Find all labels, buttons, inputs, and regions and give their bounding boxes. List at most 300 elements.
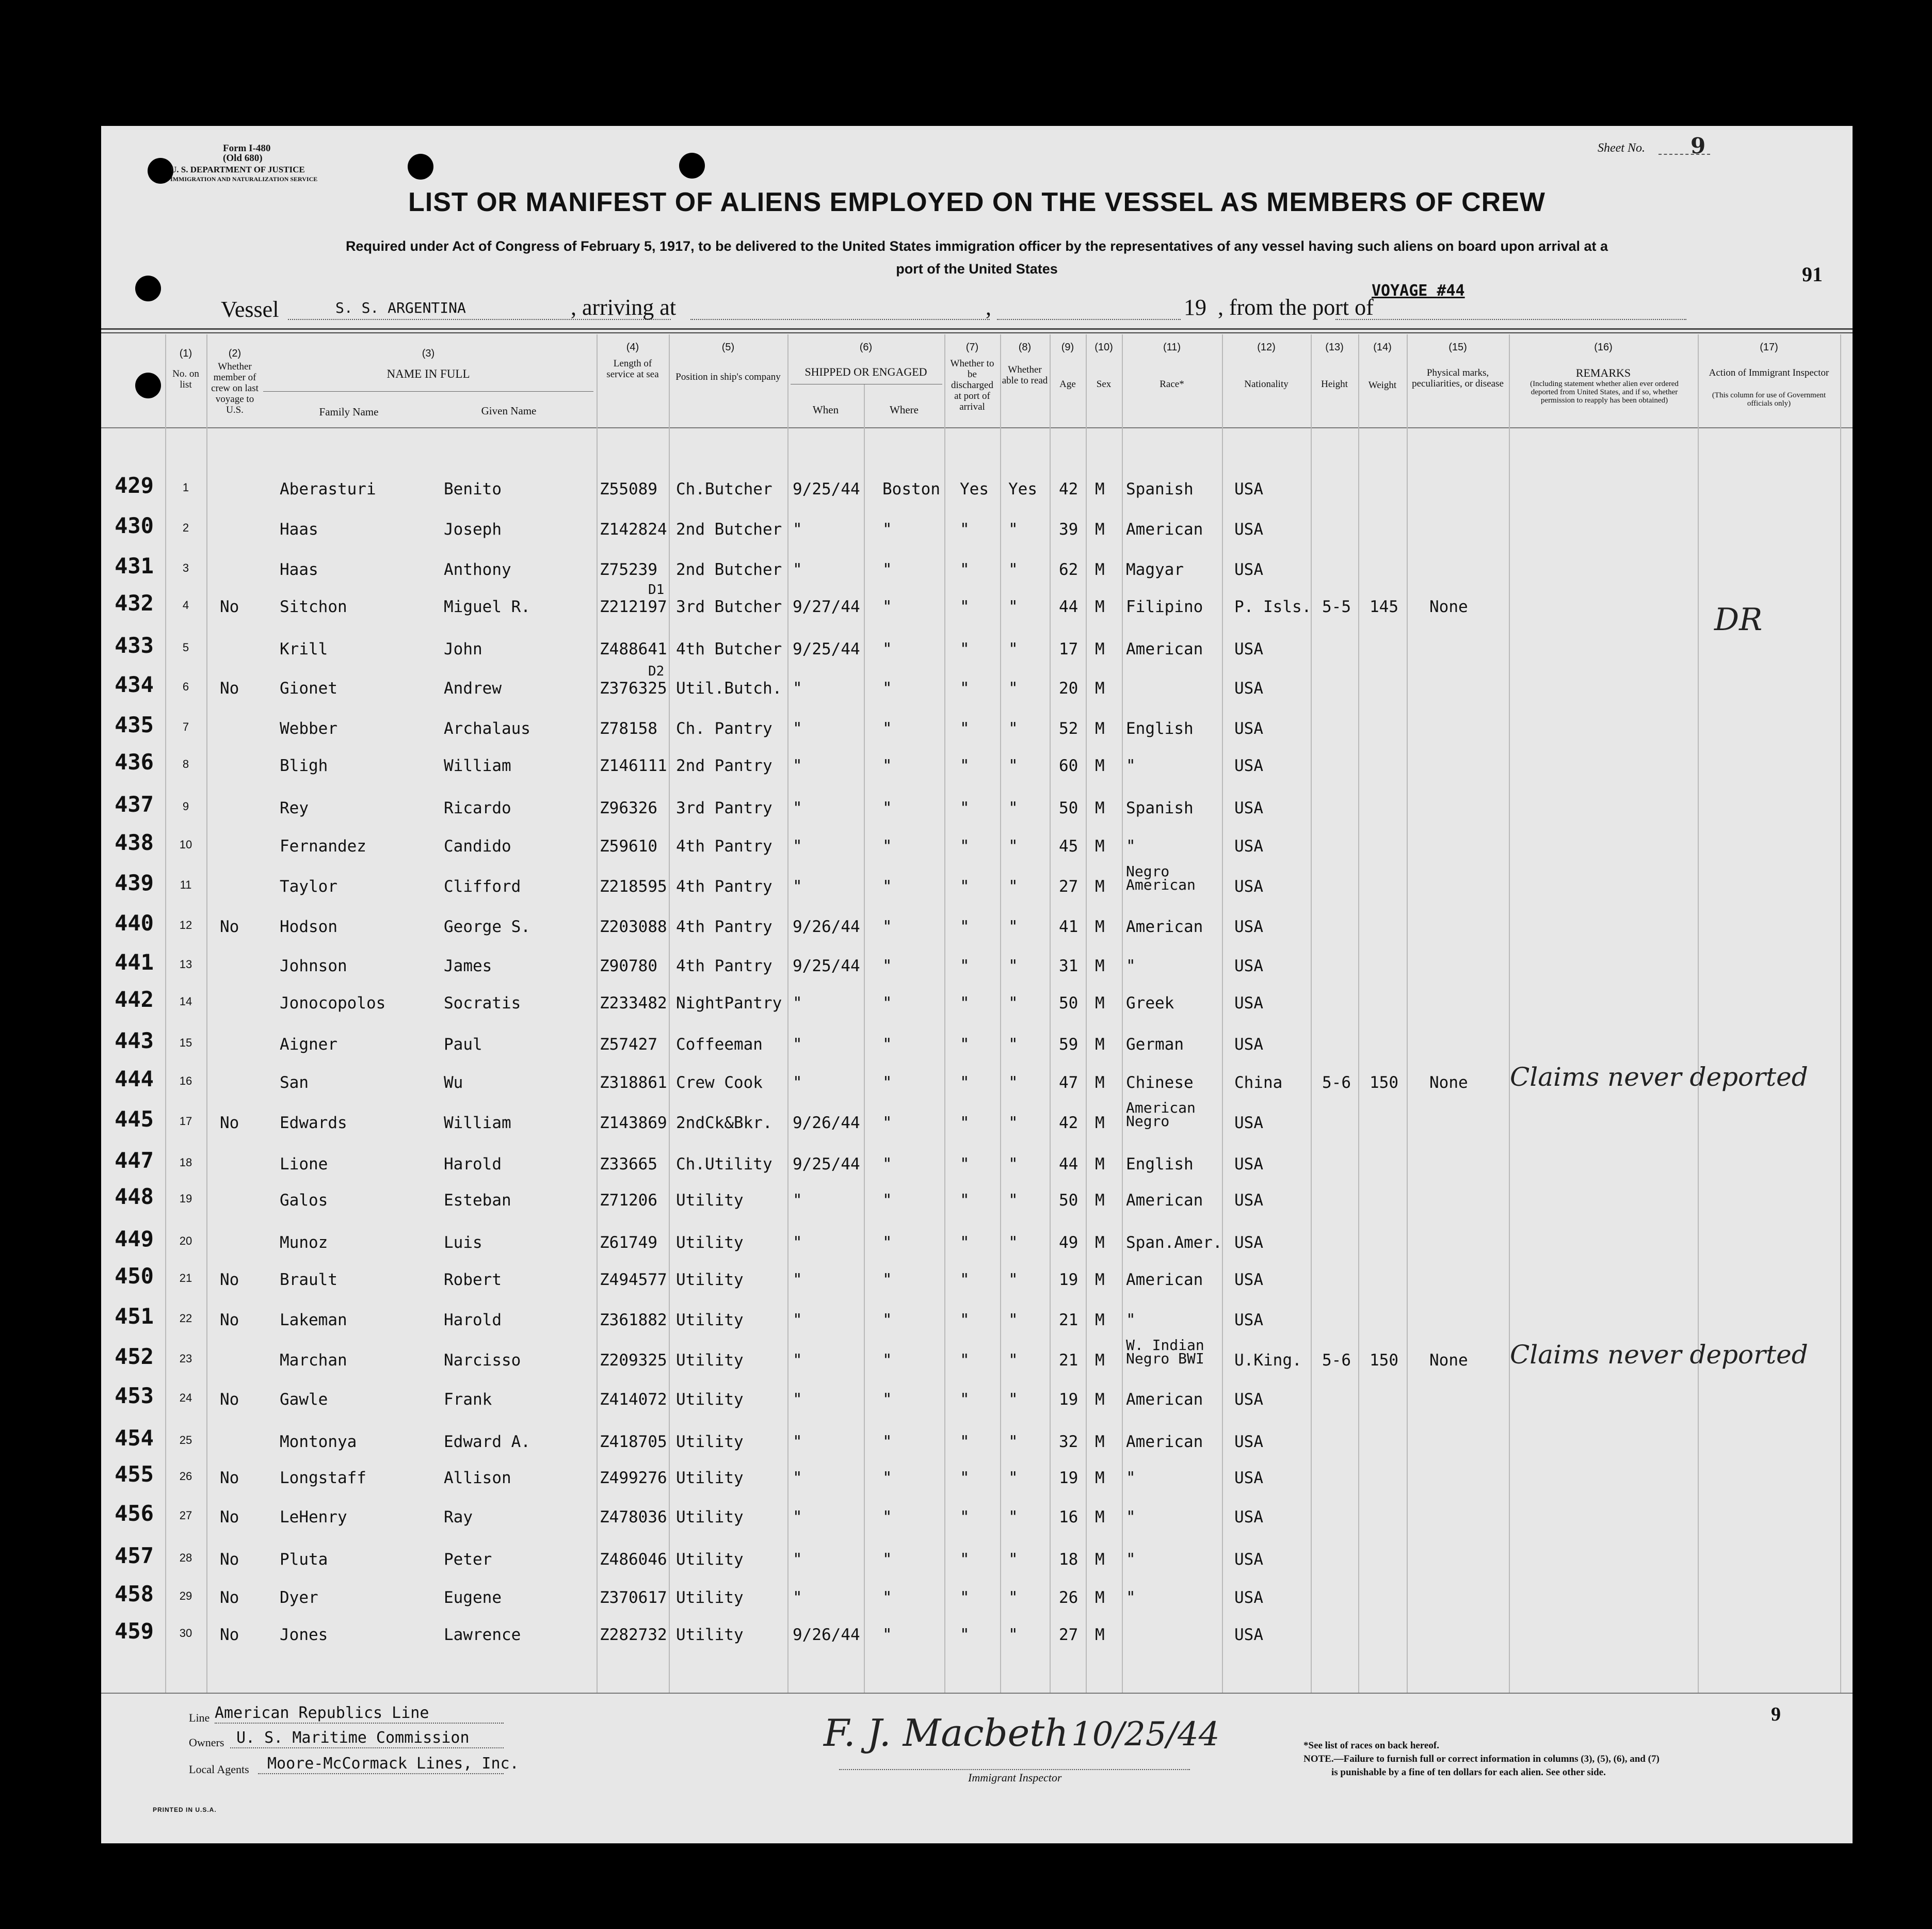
discharged: " bbox=[960, 1073, 970, 1092]
able-to-read: Yes bbox=[1008, 480, 1037, 499]
service-length: Z33665 bbox=[600, 1155, 657, 1174]
given-name: Archalaus bbox=[444, 719, 530, 738]
shipped-where: " bbox=[882, 799, 892, 817]
sex: M bbox=[1095, 679, 1105, 698]
shipped-when: " bbox=[793, 520, 802, 539]
able-to-read: " bbox=[1008, 1351, 1018, 1370]
race: " bbox=[1126, 1508, 1136, 1526]
nationality: USA bbox=[1234, 1469, 1263, 1487]
discharged: " bbox=[960, 1508, 970, 1526]
col-number: (16) bbox=[1594, 342, 1613, 353]
comma: , bbox=[986, 295, 991, 320]
family-name: Aigner bbox=[280, 1035, 337, 1054]
crew-last-voyage: No bbox=[220, 598, 239, 616]
able-to-read: " bbox=[1008, 1114, 1018, 1132]
col-number: (12) bbox=[1257, 342, 1276, 353]
family-name: Hodson bbox=[280, 918, 337, 936]
given-name: Miguel R. bbox=[444, 598, 530, 616]
family-name: Dyer bbox=[280, 1588, 318, 1607]
able-to-read: " bbox=[1008, 719, 1018, 738]
sex: M bbox=[1095, 1588, 1105, 1607]
inspector-signature: F. J. Macbeth bbox=[824, 1711, 1069, 1755]
able-to-read: " bbox=[1008, 957, 1018, 975]
inspector-initials: DR bbox=[1714, 602, 1763, 638]
line-value: American Republics Line bbox=[215, 1704, 429, 1722]
col-header: Action of Immigrant Inspector bbox=[1709, 367, 1829, 378]
nationality: USA bbox=[1234, 1155, 1263, 1174]
family-name: Rey bbox=[280, 799, 309, 817]
punch-hole bbox=[408, 154, 433, 180]
given-name: Andrew bbox=[444, 679, 502, 698]
service-length: Z71206 bbox=[600, 1191, 657, 1210]
vessel-name: S. S. ARGENTINA bbox=[335, 299, 466, 316]
row-number: 3 bbox=[182, 561, 189, 574]
sex: M bbox=[1095, 1469, 1105, 1487]
sex: M bbox=[1095, 1155, 1105, 1174]
shipped-when: 9/25/44 bbox=[793, 640, 860, 658]
col-header: Sex bbox=[1096, 379, 1112, 390]
age: 47 bbox=[1059, 1073, 1078, 1092]
age: 32 bbox=[1059, 1433, 1078, 1451]
family-name: Galos bbox=[280, 1191, 328, 1210]
row-number: 27 bbox=[179, 1509, 192, 1522]
shipped-where: " bbox=[882, 1390, 892, 1409]
position: NightPantry bbox=[676, 994, 782, 1012]
shipped-when: 9/26/44 bbox=[793, 1626, 860, 1644]
able-to-read: " bbox=[1008, 1390, 1018, 1409]
col-header: Whether member of crew on last voyage to U.S. bbox=[211, 361, 259, 415]
col-number: (8) bbox=[1018, 342, 1032, 353]
col-number: (14) bbox=[1373, 342, 1392, 353]
able-to-read: " bbox=[1008, 1191, 1018, 1210]
discharged: " bbox=[960, 1035, 970, 1054]
service-length: Z203088 bbox=[600, 918, 667, 936]
where-header: Where bbox=[890, 404, 919, 416]
page-number: 9 bbox=[1771, 1703, 1781, 1725]
crew-last-voyage: No bbox=[220, 679, 239, 698]
list-stamp-number: 431 bbox=[115, 553, 154, 578]
race: American bbox=[1126, 640, 1203, 658]
age: 44 bbox=[1059, 598, 1078, 616]
row-number: 16 bbox=[179, 1074, 192, 1087]
family-name: Gawle bbox=[280, 1390, 328, 1409]
nationality: USA bbox=[1234, 957, 1263, 975]
able-to-read: " bbox=[1008, 1433, 1018, 1451]
nationality: USA bbox=[1234, 1233, 1263, 1252]
shipped-where: " bbox=[882, 1469, 892, 1487]
sex: M bbox=[1095, 1191, 1105, 1210]
race: Filipino bbox=[1126, 598, 1203, 616]
row-number: 26 bbox=[179, 1470, 192, 1483]
list-stamp-number: 459 bbox=[115, 1618, 154, 1644]
sex: M bbox=[1095, 799, 1105, 817]
able-to-read: " bbox=[1008, 994, 1018, 1012]
shipped-where: " bbox=[882, 994, 892, 1012]
sex: M bbox=[1095, 560, 1105, 579]
family-name: Haas bbox=[280, 560, 318, 579]
voyage-number: VOYAGE #44 bbox=[1372, 282, 1465, 300]
given-name: Frank bbox=[444, 1390, 492, 1409]
given-name: Anthony bbox=[444, 560, 511, 579]
position: 3rd Butcher bbox=[676, 598, 782, 616]
position: Utility bbox=[676, 1588, 744, 1607]
punch-hole bbox=[679, 153, 705, 179]
sex: M bbox=[1095, 520, 1105, 539]
nationality: USA bbox=[1234, 480, 1263, 499]
nationality: USA bbox=[1234, 679, 1263, 698]
sex: M bbox=[1095, 1271, 1105, 1289]
position: 4th Pantry bbox=[676, 918, 772, 936]
list-stamp-number: 445 bbox=[115, 1106, 154, 1132]
row-number: 2 bbox=[182, 521, 189, 534]
position: 4th Pantry bbox=[676, 837, 772, 856]
table-top-rule-2 bbox=[101, 332, 1853, 333]
sex: M bbox=[1095, 1073, 1105, 1092]
position: Utility bbox=[676, 1626, 744, 1644]
able-to-read: " bbox=[1008, 1311, 1018, 1329]
age: 26 bbox=[1059, 1588, 1078, 1607]
row-number: 29 bbox=[179, 1589, 192, 1602]
sex: M bbox=[1095, 837, 1105, 856]
row-number: 11 bbox=[180, 878, 192, 891]
nationality: USA bbox=[1234, 837, 1263, 856]
crew-last-voyage: No bbox=[220, 1469, 239, 1487]
sex: M bbox=[1095, 1114, 1105, 1132]
old-form-number: (Old 680) bbox=[223, 153, 263, 164]
col-header: No. on list bbox=[172, 368, 199, 390]
given-name: Narcisso bbox=[444, 1351, 521, 1370]
nationality: USA bbox=[1234, 1311, 1263, 1329]
list-stamp-number: 441 bbox=[115, 950, 154, 975]
sex: M bbox=[1095, 1433, 1105, 1451]
nationality: USA bbox=[1234, 1626, 1263, 1644]
race: English bbox=[1126, 1155, 1194, 1174]
owners-label: Owners bbox=[189, 1736, 224, 1749]
service-length: Z75239 bbox=[600, 560, 657, 579]
shipped-when: " bbox=[793, 1311, 802, 1329]
shipped-where: " bbox=[882, 640, 892, 658]
list-stamp-number: 442 bbox=[115, 987, 154, 1012]
discharged: " bbox=[960, 560, 970, 579]
crew-last-voyage: No bbox=[220, 918, 239, 936]
family-name: Lione bbox=[280, 1155, 328, 1174]
shipped-where: " bbox=[882, 1351, 892, 1370]
list-stamp-number: 451 bbox=[115, 1304, 154, 1329]
able-to-read: " bbox=[1008, 679, 1018, 698]
position: Utility bbox=[676, 1390, 744, 1409]
shipped-where: " bbox=[882, 757, 892, 775]
inspector-label: Immigrant Inspector bbox=[968, 1771, 1062, 1784]
list-stamp-number: 454 bbox=[115, 1425, 154, 1451]
arrival-port-underline bbox=[690, 319, 990, 320]
sex: M bbox=[1095, 598, 1105, 616]
shipped-when: " bbox=[793, 837, 802, 856]
age: 42 bbox=[1059, 1114, 1078, 1132]
race: " bbox=[1126, 837, 1136, 856]
crew-last-voyage: No bbox=[220, 1271, 239, 1289]
crew-last-voyage: No bbox=[220, 1508, 239, 1526]
shipped-where: " bbox=[882, 1073, 892, 1092]
race: American Negro bbox=[1126, 1099, 1196, 1130]
header-bottom-rule bbox=[101, 427, 1853, 428]
sex: M bbox=[1095, 1626, 1105, 1644]
position: 2nd Pantry bbox=[676, 757, 772, 775]
given-name: Esteban bbox=[444, 1191, 511, 1210]
list-stamp-number: 452 bbox=[115, 1344, 154, 1369]
service-length: Z478036 bbox=[600, 1508, 667, 1526]
col-divider bbox=[165, 334, 166, 1693]
given-name: Edward A. bbox=[444, 1433, 530, 1451]
given-name: Harold bbox=[444, 1311, 502, 1329]
race: Greek bbox=[1126, 994, 1174, 1012]
owners-value: U. S. Maritime Commission bbox=[236, 1729, 470, 1747]
list-stamp-number: 429 bbox=[115, 473, 154, 498]
given-name: Paul bbox=[444, 1035, 482, 1054]
list-stamp-number: 444 bbox=[115, 1066, 154, 1091]
punch-hole bbox=[148, 158, 173, 184]
shipped-where: " bbox=[882, 598, 892, 616]
race: English bbox=[1126, 719, 1194, 738]
discharged: " bbox=[960, 1233, 970, 1252]
discharged: " bbox=[960, 1271, 970, 1289]
service-length: Z55089 bbox=[600, 480, 657, 499]
service-length: Z96326 bbox=[600, 799, 657, 817]
family-name: LeHenry bbox=[280, 1508, 347, 1526]
family-name: Taylor bbox=[280, 877, 337, 896]
shipped-where: " bbox=[882, 560, 892, 579]
able-to-read: " bbox=[1008, 1073, 1018, 1092]
given-name: William bbox=[444, 757, 511, 775]
row-number: 18 bbox=[179, 1156, 192, 1169]
shipped-when: 9/27/44 bbox=[793, 598, 860, 616]
physical-marks: None bbox=[1429, 1351, 1468, 1370]
corner-number: 91 bbox=[1802, 263, 1823, 286]
shipped-when: " bbox=[793, 1469, 802, 1487]
age: 50 bbox=[1059, 994, 1078, 1012]
col-number: (10) bbox=[1094, 342, 1113, 353]
family-name: Fernandez bbox=[280, 837, 366, 856]
nationality: USA bbox=[1234, 719, 1263, 738]
shipped-when: " bbox=[793, 1433, 802, 1451]
discharged: " bbox=[960, 1469, 970, 1487]
position: Ch.Utility bbox=[676, 1155, 772, 1174]
department-block bbox=[170, 165, 317, 184]
position: 3rd Pantry bbox=[676, 799, 772, 817]
service-length: Z488641 bbox=[600, 640, 667, 658]
col-number: (15) bbox=[1448, 342, 1467, 353]
nationality: USA bbox=[1234, 1508, 1263, 1526]
list-stamp-number: 453 bbox=[115, 1383, 154, 1408]
able-to-read: " bbox=[1008, 560, 1018, 579]
list-stamp-number: 447 bbox=[115, 1148, 154, 1173]
col-number: (1) bbox=[179, 348, 192, 359]
col-header: Age bbox=[1059, 379, 1076, 390]
position: Crew Cook bbox=[676, 1073, 763, 1092]
service-length: Z143869 bbox=[600, 1114, 667, 1132]
signature-date: 10/25/44 bbox=[1071, 1715, 1220, 1754]
given-name: George S. bbox=[444, 918, 530, 936]
col-number: (2) bbox=[228, 348, 242, 359]
shipped-where: " bbox=[882, 1271, 892, 1289]
position: Ch. Pantry bbox=[676, 719, 772, 738]
row-number: 5 bbox=[182, 641, 189, 654]
col-divider bbox=[597, 334, 598, 1693]
shipped-where: " bbox=[882, 520, 892, 539]
from-port-label: , from the port of bbox=[1218, 295, 1374, 320]
list-stamp-number: 443 bbox=[115, 1028, 154, 1053]
list-stamp-number: 435 bbox=[115, 712, 154, 737]
table-top-rule bbox=[101, 328, 1853, 330]
age: 21 bbox=[1059, 1311, 1078, 1329]
agents-underline bbox=[258, 1773, 504, 1774]
shipped-where: " bbox=[882, 1114, 892, 1132]
service-length: Z59610 bbox=[600, 837, 657, 856]
vessel-label: Vessel bbox=[221, 297, 279, 322]
row-number: 13 bbox=[179, 958, 192, 971]
col-divider bbox=[1122, 334, 1123, 1693]
remarks-handwritten: Claims never deported bbox=[1510, 1340, 1808, 1370]
shipped-where: " bbox=[882, 1508, 892, 1526]
service-length: Z57427 bbox=[600, 1035, 657, 1054]
position: 2nd Butcher bbox=[676, 520, 782, 539]
age: 27 bbox=[1059, 1626, 1078, 1644]
age: 16 bbox=[1059, 1508, 1078, 1526]
given-name: James bbox=[444, 957, 492, 975]
shipped-where: Boston bbox=[882, 480, 940, 499]
list-stamp-number: 440 bbox=[115, 910, 154, 936]
race: German bbox=[1126, 1035, 1184, 1054]
discharged: " bbox=[960, 837, 970, 856]
shipped-when: " bbox=[793, 799, 802, 817]
race: American bbox=[1126, 1390, 1203, 1409]
service-length: Z218595 bbox=[600, 877, 667, 896]
age: 45 bbox=[1059, 837, 1078, 856]
row-number: 17 bbox=[179, 1115, 192, 1128]
punch-hole bbox=[135, 373, 161, 398]
form-identifier bbox=[223, 143, 270, 163]
sex: M bbox=[1095, 640, 1105, 658]
shipped-when: " bbox=[793, 1390, 802, 1409]
race: " bbox=[1126, 957, 1136, 975]
nationality: USA bbox=[1234, 1271, 1263, 1289]
list-stamp-number: 436 bbox=[115, 749, 154, 775]
col-header: Height bbox=[1321, 379, 1348, 390]
position: Util.Butch. bbox=[676, 679, 782, 698]
nationality: USA bbox=[1234, 1191, 1263, 1210]
agents-value: Moore-McCormack Lines, Inc. bbox=[267, 1755, 519, 1773]
shipped-where: " bbox=[882, 1035, 892, 1054]
sex: M bbox=[1095, 1390, 1105, 1409]
age: 49 bbox=[1059, 1233, 1078, 1252]
service-length: Z212197 bbox=[600, 598, 667, 616]
manifest-sheet bbox=[101, 126, 1853, 1843]
list-stamp-number: 437 bbox=[115, 792, 154, 817]
nationality: USA bbox=[1234, 1035, 1263, 1054]
position: Utility bbox=[676, 1508, 744, 1526]
shipped-when: " bbox=[793, 757, 802, 775]
discharged: " bbox=[960, 520, 970, 539]
given-name: Joseph bbox=[444, 520, 502, 539]
discharged: " bbox=[960, 1588, 970, 1607]
col-divider bbox=[206, 334, 207, 1693]
able-to-read: " bbox=[1008, 918, 1018, 936]
crew-last-voyage: No bbox=[220, 1114, 239, 1132]
when-header: When bbox=[812, 404, 839, 416]
given-name: Ricardo bbox=[444, 799, 511, 817]
discharged: " bbox=[960, 1351, 970, 1370]
family-name: Aberasturi bbox=[280, 480, 376, 499]
able-to-read: " bbox=[1008, 1469, 1018, 1487]
position: 2nd Butcher bbox=[676, 560, 782, 579]
shipped-when: " bbox=[793, 1035, 802, 1054]
shipped-when: " bbox=[793, 719, 802, 738]
able-to-read: " bbox=[1008, 837, 1018, 856]
col-divider bbox=[1222, 334, 1223, 1693]
service-length: Z142824 bbox=[600, 520, 667, 539]
row-number: 23 bbox=[179, 1352, 192, 1365]
nationality: China bbox=[1234, 1073, 1283, 1092]
shipped-where: " bbox=[882, 877, 892, 896]
sex: M bbox=[1095, 480, 1105, 499]
able-to-read: " bbox=[1008, 520, 1018, 539]
able-to-read: " bbox=[1008, 598, 1018, 616]
footnote-fine-2: is punishable by a fine of ten dollars for each alien. See other side. bbox=[1331, 1767, 1606, 1778]
col-divider bbox=[1311, 334, 1312, 1693]
line-label: Line bbox=[189, 1711, 210, 1724]
given-name-header: Given Name bbox=[481, 405, 537, 417]
service-length: Z361882 bbox=[600, 1311, 667, 1329]
crew-last-voyage: No bbox=[220, 1550, 239, 1569]
shipped-where: " bbox=[882, 918, 892, 936]
service-length: Z418705 bbox=[600, 1433, 667, 1451]
list-stamp-number: 439 bbox=[115, 870, 154, 895]
family-name: San bbox=[280, 1073, 309, 1092]
given-name: Ray bbox=[444, 1508, 473, 1526]
age: 20 bbox=[1059, 679, 1078, 698]
row-number: 7 bbox=[182, 720, 189, 733]
discharged: " bbox=[960, 1626, 970, 1644]
remarks-handwritten: Claims never deported bbox=[1510, 1062, 1808, 1092]
weight: 145 bbox=[1370, 598, 1398, 616]
age: 17 bbox=[1059, 640, 1078, 658]
height: 5-5 bbox=[1322, 598, 1351, 616]
position: Utility bbox=[676, 1191, 744, 1210]
family-name: Pluta bbox=[280, 1550, 328, 1569]
col-number: (17) bbox=[1760, 342, 1778, 353]
given-name: Robert bbox=[444, 1271, 502, 1289]
shipped-where: " bbox=[882, 719, 892, 738]
age: 42 bbox=[1059, 480, 1078, 499]
nationality: USA bbox=[1234, 1550, 1263, 1569]
able-to-read: " bbox=[1008, 1233, 1018, 1252]
service-length: Z414072 bbox=[600, 1390, 667, 1409]
able-to-read: " bbox=[1008, 1550, 1018, 1569]
able-to-read: " bbox=[1008, 799, 1018, 817]
given-name: Benito bbox=[444, 480, 502, 499]
list-stamp-number: 438 bbox=[115, 830, 154, 855]
col-header: Whether to be discharged at port of arrival bbox=[950, 358, 994, 412]
row-number: 8 bbox=[182, 758, 189, 770]
form-number: Form I-480 bbox=[223, 143, 271, 154]
department-name: U. S. DEPARTMENT OF JUSTICE bbox=[170, 165, 305, 174]
shipped-when: " bbox=[793, 1271, 802, 1289]
col-header: Physical marks, peculiarities, or disease bbox=[1412, 367, 1504, 389]
discharged: " bbox=[960, 1550, 970, 1569]
family-name: Munoz bbox=[280, 1233, 328, 1252]
family-name-header: Family Name bbox=[319, 406, 379, 418]
shipped-when: " bbox=[793, 877, 802, 896]
shipped-when: " bbox=[793, 1508, 802, 1526]
